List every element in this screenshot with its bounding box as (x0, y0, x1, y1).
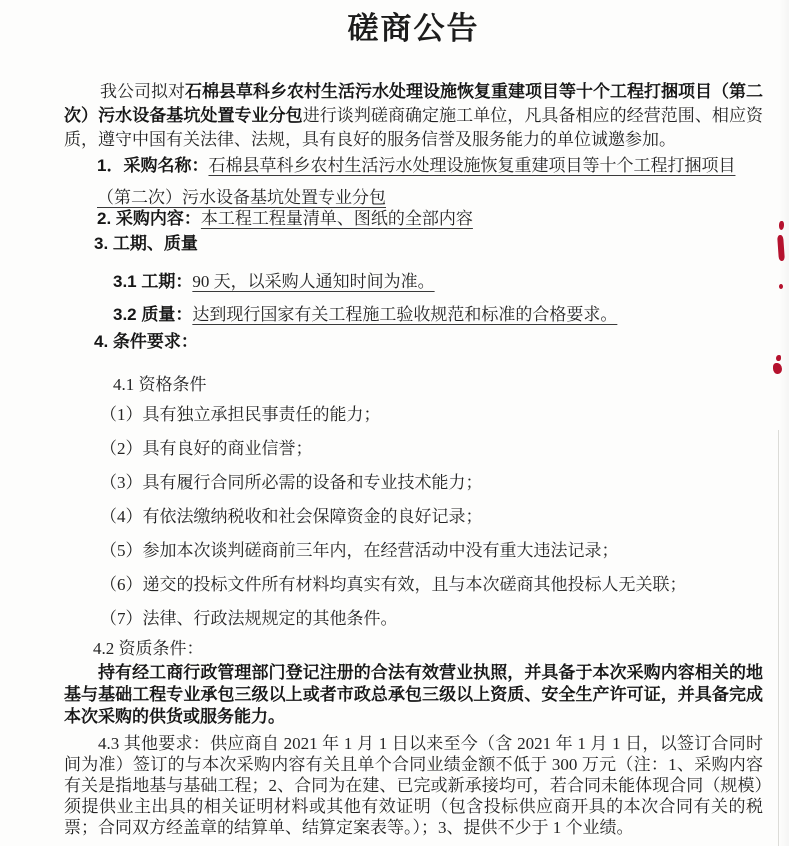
condition-requirements-heading: 4. 条件要求： (94, 332, 198, 351)
procurement-name-value: 石棉县草科乡农村生活污水处理设施恢复重建项目等十个工程打捆项目（第二次）污水设备基坑处置专业分包 (97, 156, 736, 207)
intro-text-pre: 我公司拟对 (100, 82, 185, 101)
procurement-content-value: 本工程工程量清单、图纸的全部内容 (200, 209, 473, 228)
quality-label: 3.2 质量： (113, 305, 193, 324)
qualification-item: （5）参加本次谈判磋商前三年内，在经营活动中没有重大违法记录； (100, 541, 619, 560)
qualification-conditions-subheading: 4.1 资格条件 (113, 375, 207, 394)
project-name-emphasis: 石棉县草科乡农村生活污水处理设施恢复重建项目等十个工程打捆项目（第二次）污水设备基坑处置专业分包 (64, 82, 763, 125)
other-requirements-label: 4.3 其他要求： (98, 734, 211, 753)
scan-edge-line (778, 430, 779, 846)
construction-period-value: 90 天，以采购人通知时间为准。 (192, 272, 435, 291)
construction-period-item (64, 270, 763, 294)
qualification-item: （1）具有独立承担民事责任的能力； (100, 405, 381, 424)
qualification-item: （4）有依法缴纳税收和社会保障资金的良好记录； (100, 507, 483, 526)
qualification-item: （7）法律、行政法规规定的其他条件。 (100, 609, 398, 628)
intro-paragraph (64, 80, 763, 152)
red-ink-mark (773, 363, 782, 374)
schedule-quality-heading: 3. 工期、质量 (94, 234, 198, 253)
scan-edge-shading (779, 0, 789, 846)
procurement-content-item (64, 203, 763, 235)
construction-period-label: 3.1 工期： (113, 272, 193, 291)
intro-text-post: 进行谈判磋商确定施工单位，凡具备相应的经营范围、相应资质，遵守中国有关法律、法规，具有良好的服务信誉及服务能力的单位诚邀参加。 (64, 106, 764, 149)
quality-value: 达到现行国家有关工程施工验收规范和标准的合格要求。 (192, 305, 618, 324)
quality-item (64, 303, 763, 327)
red-ink-mark (779, 284, 783, 289)
credential-requirements-paragraph: 持有经工商行政管理部门登记注册的合法有效营业执照，并具备于本次采购内容相关的地基与基础工程专业承包三级以上或者市政总承包三级以上资质、安全生产许可证，并具备完成本次采购的供货或服务能力。 (64, 663, 763, 726)
credential-conditions-subheading: 4.2 资质条件： (93, 639, 204, 658)
red-ink-mark (776, 355, 781, 361)
qualification-item: （2）具有良好的商业信誉； (100, 439, 313, 458)
other-requirements-paragraph (64, 733, 763, 838)
qualification-item: （3）具有履行合同所必需的设备和专业技术能力； (100, 473, 483, 492)
other-requirements-body: 供应商自 2021 年 1 月 1 日以来至今（含 2021 年 1 月 1 日，以签订合同时间为准）签订的与本次采购内容有关且单个合同业绩金额不低于 300 万元（注：1、采购内容有关是指地基与基础工程；2、合同为在建、已完或新承接均可，若合同未能体现合同（规模）须提供业主出具的相关证明材料或其他有效证明（包含投标供应商开具的本次合同有关的税票；合同双方经盖章的结算单、结算定案表等。）；3、提供不少于 1 个业绩。 (64, 734, 764, 837)
page-title: 磋商公告 (347, 11, 480, 46)
procurement-content-label: 2. 采购内容： (97, 209, 201, 228)
procurement-name-label: 1．采购名称： (97, 156, 209, 175)
qualification-item: （6）递交的投标文件所有材料均真实有效，且与本次磋商其他投标人无关联； (100, 575, 687, 594)
